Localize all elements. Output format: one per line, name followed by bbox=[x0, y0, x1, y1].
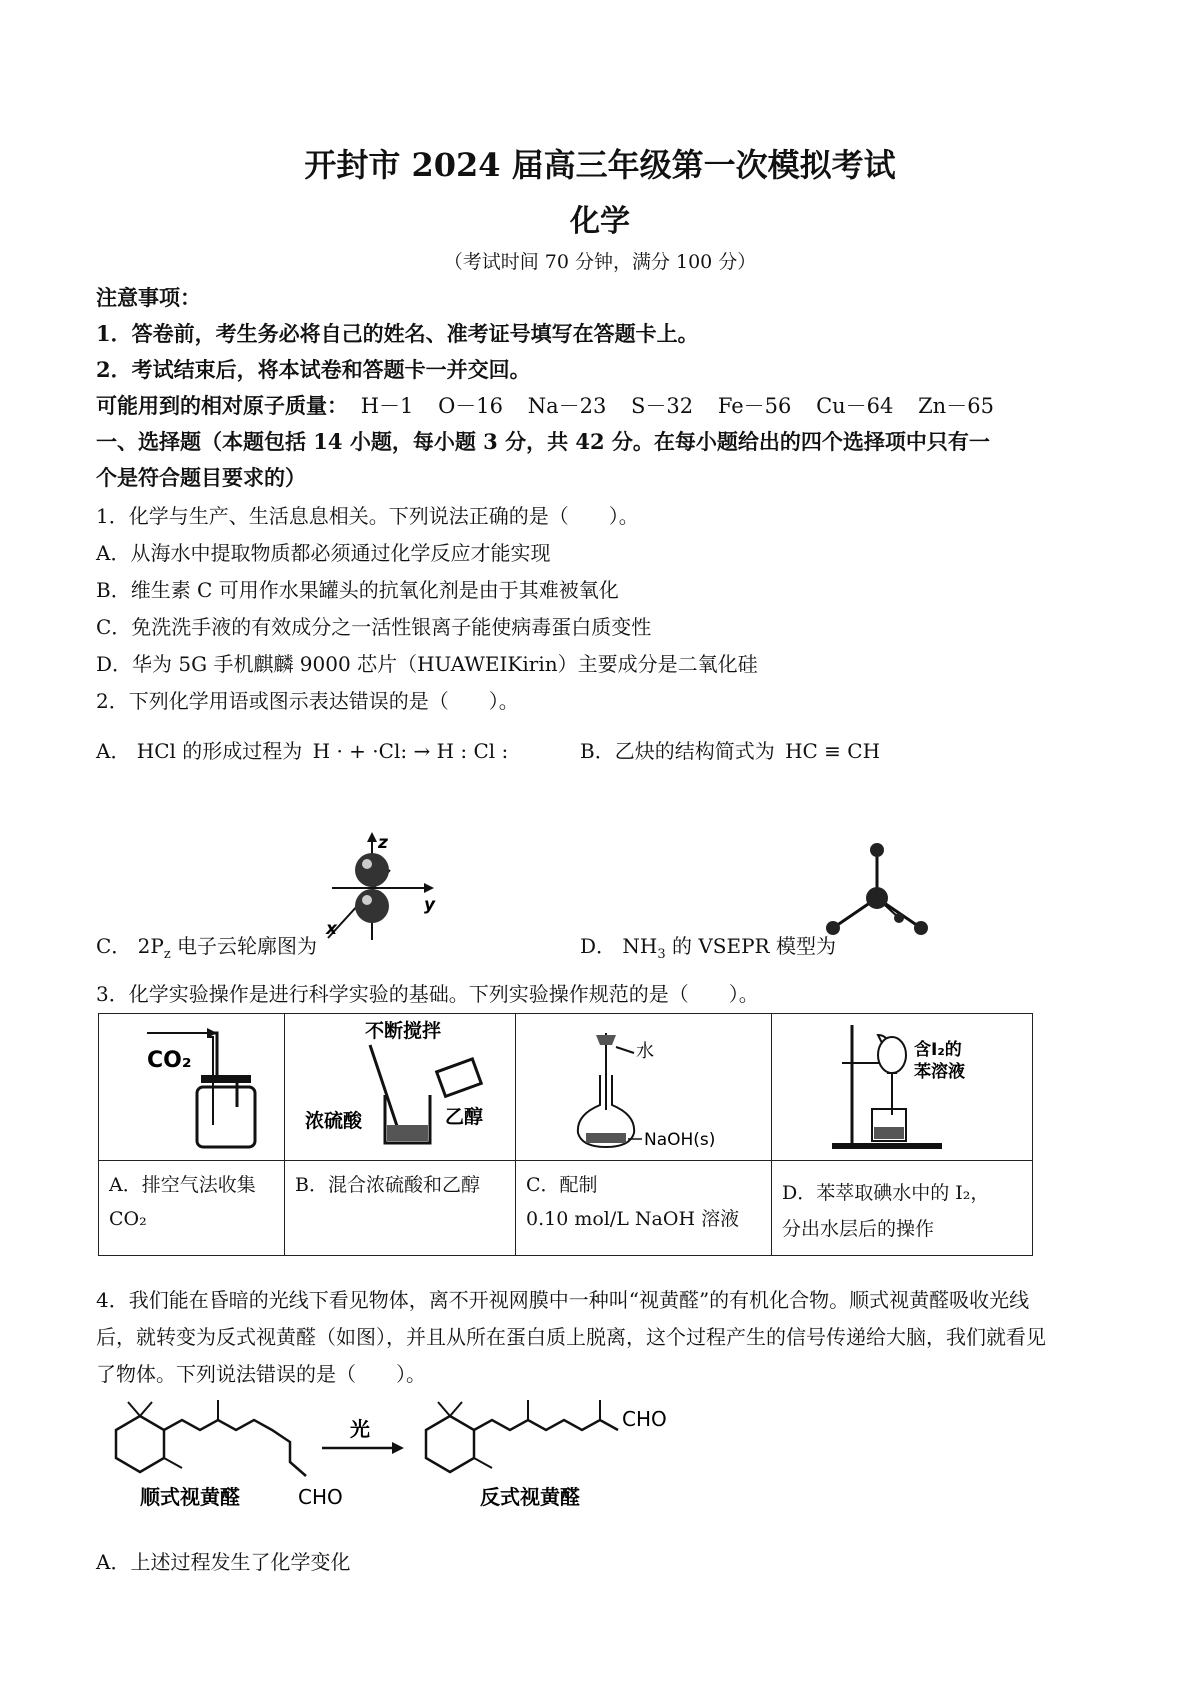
q3-option-b-line1: B．混合浓硫酸和乙醇 bbox=[295, 1174, 480, 1196]
q3-image-b bbox=[285, 1014, 516, 1161]
atomic-mass-value: O－16 bbox=[438, 394, 504, 418]
water-label: 水 bbox=[635, 1040, 654, 1062]
q2-d-text2: 的 VSEPR 模型为 bbox=[665, 934, 836, 958]
q3-option-c-line2: 0.10 mol/L NaOH 溶液 bbox=[526, 1208, 740, 1230]
section-heading: 个是符合题目要求的） bbox=[96, 465, 306, 490]
i2-label-line1: 含I₂的 bbox=[914, 1039, 962, 1060]
q2-stem: 2．下列化学用语或图示表达错误的是（ ）。 bbox=[96, 689, 519, 713]
q2-b-text: B．乙炔的结构简式为 bbox=[580, 739, 775, 763]
q3-option-b bbox=[285, 1161, 516, 1256]
exam-info: （考试时间 70 分钟，满分 100 分） bbox=[443, 251, 757, 273]
q2-c-sub: z bbox=[163, 947, 171, 962]
subject-title: 化学 bbox=[570, 204, 630, 239]
atomic-mass-line bbox=[96, 390, 1012, 420]
trans-cho: CHO bbox=[622, 1407, 667, 1431]
q1-stem: 1．化学与生产、生活息息相关。下列说法正确的是（ ）。 bbox=[96, 504, 639, 528]
flask-figure bbox=[524, 1015, 764, 1155]
q2-c-text2: 电子云轮廓图为 bbox=[170, 934, 318, 958]
naoh-label: NaOH(s) bbox=[643, 1129, 715, 1150]
q4-line: 4．我们能在昏暗的光线下看见物体，离不开视网膜中一种叫“视黄醛”的有机化合物。顺式视黄醛吸收光线 bbox=[96, 1288, 1030, 1312]
acid-label: 浓硫酸 bbox=[305, 1109, 363, 1132]
q3-option-c-line1: C．配制 bbox=[526, 1174, 598, 1196]
atomic-mass-value: H－1 bbox=[360, 394, 414, 418]
q2-c-text: C． 2P bbox=[96, 934, 164, 958]
q2-d-sub: 3 bbox=[657, 947, 666, 962]
trans-label: 反式视黄醛 bbox=[480, 1485, 580, 1509]
q4-line: 了物体。下列说法错误的是（ ）。 bbox=[96, 1362, 426, 1386]
atomic-mass-value: S－32 bbox=[631, 394, 694, 418]
ethanol-label: 乙醇 bbox=[445, 1105, 484, 1128]
mixing-figure bbox=[290, 1015, 510, 1155]
i2-label-line2: 苯溶液 bbox=[914, 1061, 965, 1082]
q2-d-text: D． NH bbox=[580, 934, 658, 958]
q4-line: 后，就转变为反式视黄醛（如图），并且从所在蛋白质上脱离，这个过程产生的信号传递给大脑，我们就看见 bbox=[96, 1325, 1046, 1349]
atomic-mass-value: Na－23 bbox=[527, 394, 607, 418]
axis-x-label: x bbox=[326, 919, 337, 939]
q3-option-d-line2: 分出水层后的操作 bbox=[782, 1218, 935, 1240]
notice-item: 2．考试结束后，将本试卷和答题卡一并交回。 bbox=[96, 357, 531, 382]
q3-image-c bbox=[516, 1014, 772, 1161]
co2-label: CO₂ bbox=[146, 1047, 191, 1073]
q2-option-a bbox=[96, 735, 508, 764]
q1-option-b: B．维生素 C 可用作水果罐头的抗氧化剂是由于其难被氧化 bbox=[96, 578, 619, 602]
axis-y-label: y bbox=[424, 895, 436, 915]
atomic-mass-value: Cu－64 bbox=[816, 394, 894, 418]
separatory-funnel-figure bbox=[782, 1015, 1022, 1155]
q2-a-text: A． HCl 的形成过程为 bbox=[96, 739, 303, 763]
q3-image-d bbox=[772, 1014, 1033, 1161]
gas-collection-figure bbox=[107, 1015, 277, 1155]
atomic-mass-value: Fe－56 bbox=[717, 394, 792, 418]
q2-option-b bbox=[580, 735, 880, 764]
q3-stem: 3．化学实验操作是进行科学实验的基础。下列实验操作规范的是（ ）。 bbox=[96, 982, 759, 1006]
retinal-reaction-figure bbox=[100, 1396, 730, 1526]
q2-a-formula: H · + ·Cl: → H : Cl : bbox=[312, 739, 509, 763]
q2-option-d bbox=[580, 930, 836, 962]
q3-option-d bbox=[772, 1161, 1033, 1256]
notice-heading: 注意事项： bbox=[96, 285, 201, 310]
q3-option-c bbox=[516, 1161, 772, 1256]
atomic-mass-label: 可能用到的相对原子质量： bbox=[96, 393, 348, 418]
q3-option-d-line1: D．苯萃取碘水中的 I₂， bbox=[782, 1182, 990, 1204]
q3-option-a-line2: CO₂ bbox=[109, 1208, 147, 1230]
q1-option-a: A．从海水中提取物质都必须通过化学反应才能实现 bbox=[96, 541, 551, 565]
q2-option-c bbox=[96, 930, 317, 962]
p-orbital-diagram bbox=[320, 830, 440, 950]
q3-image-a bbox=[99, 1014, 285, 1161]
notice-item: 1．答卷前，考生务必将自己的姓名、准考证号填写在答题卡上。 bbox=[96, 321, 699, 346]
q3-option-a-line1: A．排空气法收集 bbox=[109, 1174, 256, 1196]
q2-b-formula: HC ≡ CH bbox=[785, 739, 881, 763]
section-heading: 一、选择题（本题包括 14 小题，每小题 3 分，共 42 分。在每小题给出的四个选择项中只有一 bbox=[96, 429, 990, 454]
q3-table bbox=[98, 1013, 1033, 1256]
stir-label: 不断搅拌 bbox=[365, 1019, 442, 1042]
q1-option-c: C．免洗洗手液的有效成分之一活性银离子能使病毒蛋白质变性 bbox=[96, 615, 652, 639]
cis-label: 顺式视黄醛 bbox=[140, 1485, 240, 1509]
q1-option-d: D．华为 5G 手机麒麟 9000 芯片（HUAWEIKirin）主要成分是二氧化硅 bbox=[96, 652, 758, 676]
cis-cho: CHO bbox=[298, 1485, 343, 1509]
q3-option-a bbox=[99, 1161, 285, 1256]
q4-option-a: A．上述过程发生了化学变化 bbox=[96, 1550, 351, 1574]
atomic-mass-value: Zn－65 bbox=[918, 394, 994, 418]
exam-title: 开封市 2024 届高三年级第一次模拟考试 bbox=[304, 146, 896, 184]
axis-z-label: z bbox=[378, 833, 388, 853]
light-label: 光 bbox=[350, 1417, 370, 1441]
